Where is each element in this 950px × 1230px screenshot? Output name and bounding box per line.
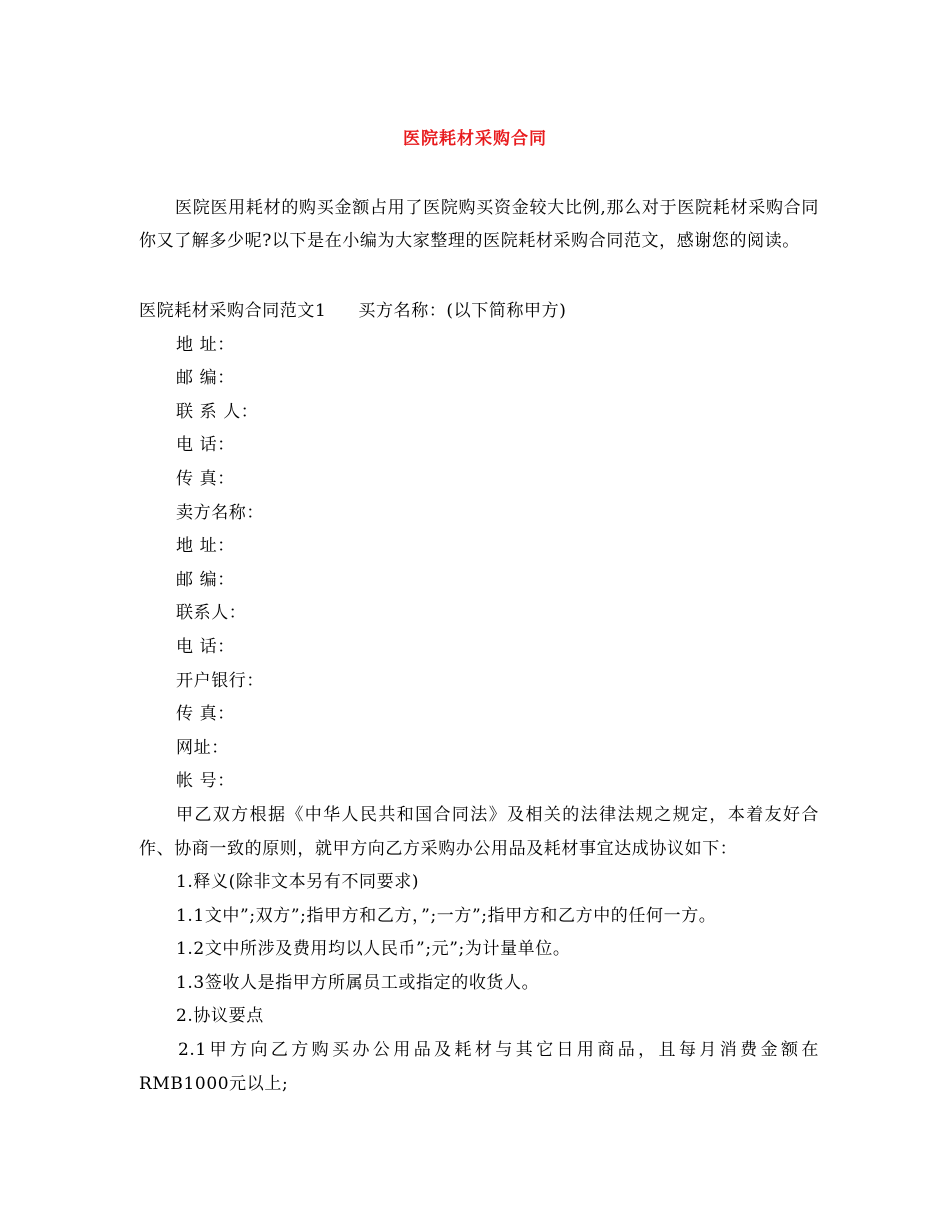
contract-body [139,295,829,1101]
seller-phone-field: 电 话： [176,636,235,657]
buyer-postcode-field: 邮 编： [176,368,235,389]
buyer-address-field: 地 址： [176,334,235,355]
document-title: 医院耗材采购合同 [403,129,547,149]
clause-1-1: 1.1文中”;双方”;指甲方和乙方，”;一方”;指甲方和乙方中的任何一方。 [176,905,717,926]
seller-bank-field: 开户银行： [176,670,264,691]
seller-account-field: 帐 号： [176,771,235,792]
intro-paragraph: 医院医用耗材的购买金额占用了医院购买资金较大比例,那么对于医院耗材采购合同你又了解多少呢?以下是在小编为大家整理的医院耗材采购合同范文，感谢您的阅读。 [139,198,819,251]
seller-contact-field: 联系人： [176,603,247,624]
clause-2: 2.协议要点 [176,1006,264,1027]
clause-1: 1.释义(除非文本另有不同要求) [176,872,420,893]
agreement-paragraph: 甲乙双方根据《中华人民共和国合同法》及相关的法律法规之规定，本着友好合作、协商一致的原则，就甲方向乙方采购办公用品及耗材事宜达成协议如下： [139,804,819,859]
buyer-fax-field: 传 真： [176,468,235,489]
sample-heading-line [139,295,829,329]
sample-heading: 医院耗材采购合同范文1 [139,301,327,321]
seller-fax-field: 传 真： [176,704,235,725]
buyer-phone-field: 电 话： [176,435,235,456]
clause-1-2: 1.2文中所涉及费用均以人民币”;元”;为计量单位。 [176,939,571,960]
buyer-contact-field: 联 系 人： [176,401,259,422]
seller-address-field: 地 址： [176,536,235,557]
clause-2-1: 2.1甲方向乙方购买办公用品及耗材与其它日用商品，且每月消费金额在RMB1000元以上; [139,1040,819,1094]
seller-website-field: 网址： [176,737,229,758]
buyer-name-label: 买方名称：(以下简称甲方) [358,301,567,321]
clause-1-3: 1.3签收人是指甲方所属员工或指定的收货人。 [176,972,540,993]
seller-postcode-field: 邮 编： [176,569,235,590]
seller-name-label: 卖方名称： [176,502,264,523]
